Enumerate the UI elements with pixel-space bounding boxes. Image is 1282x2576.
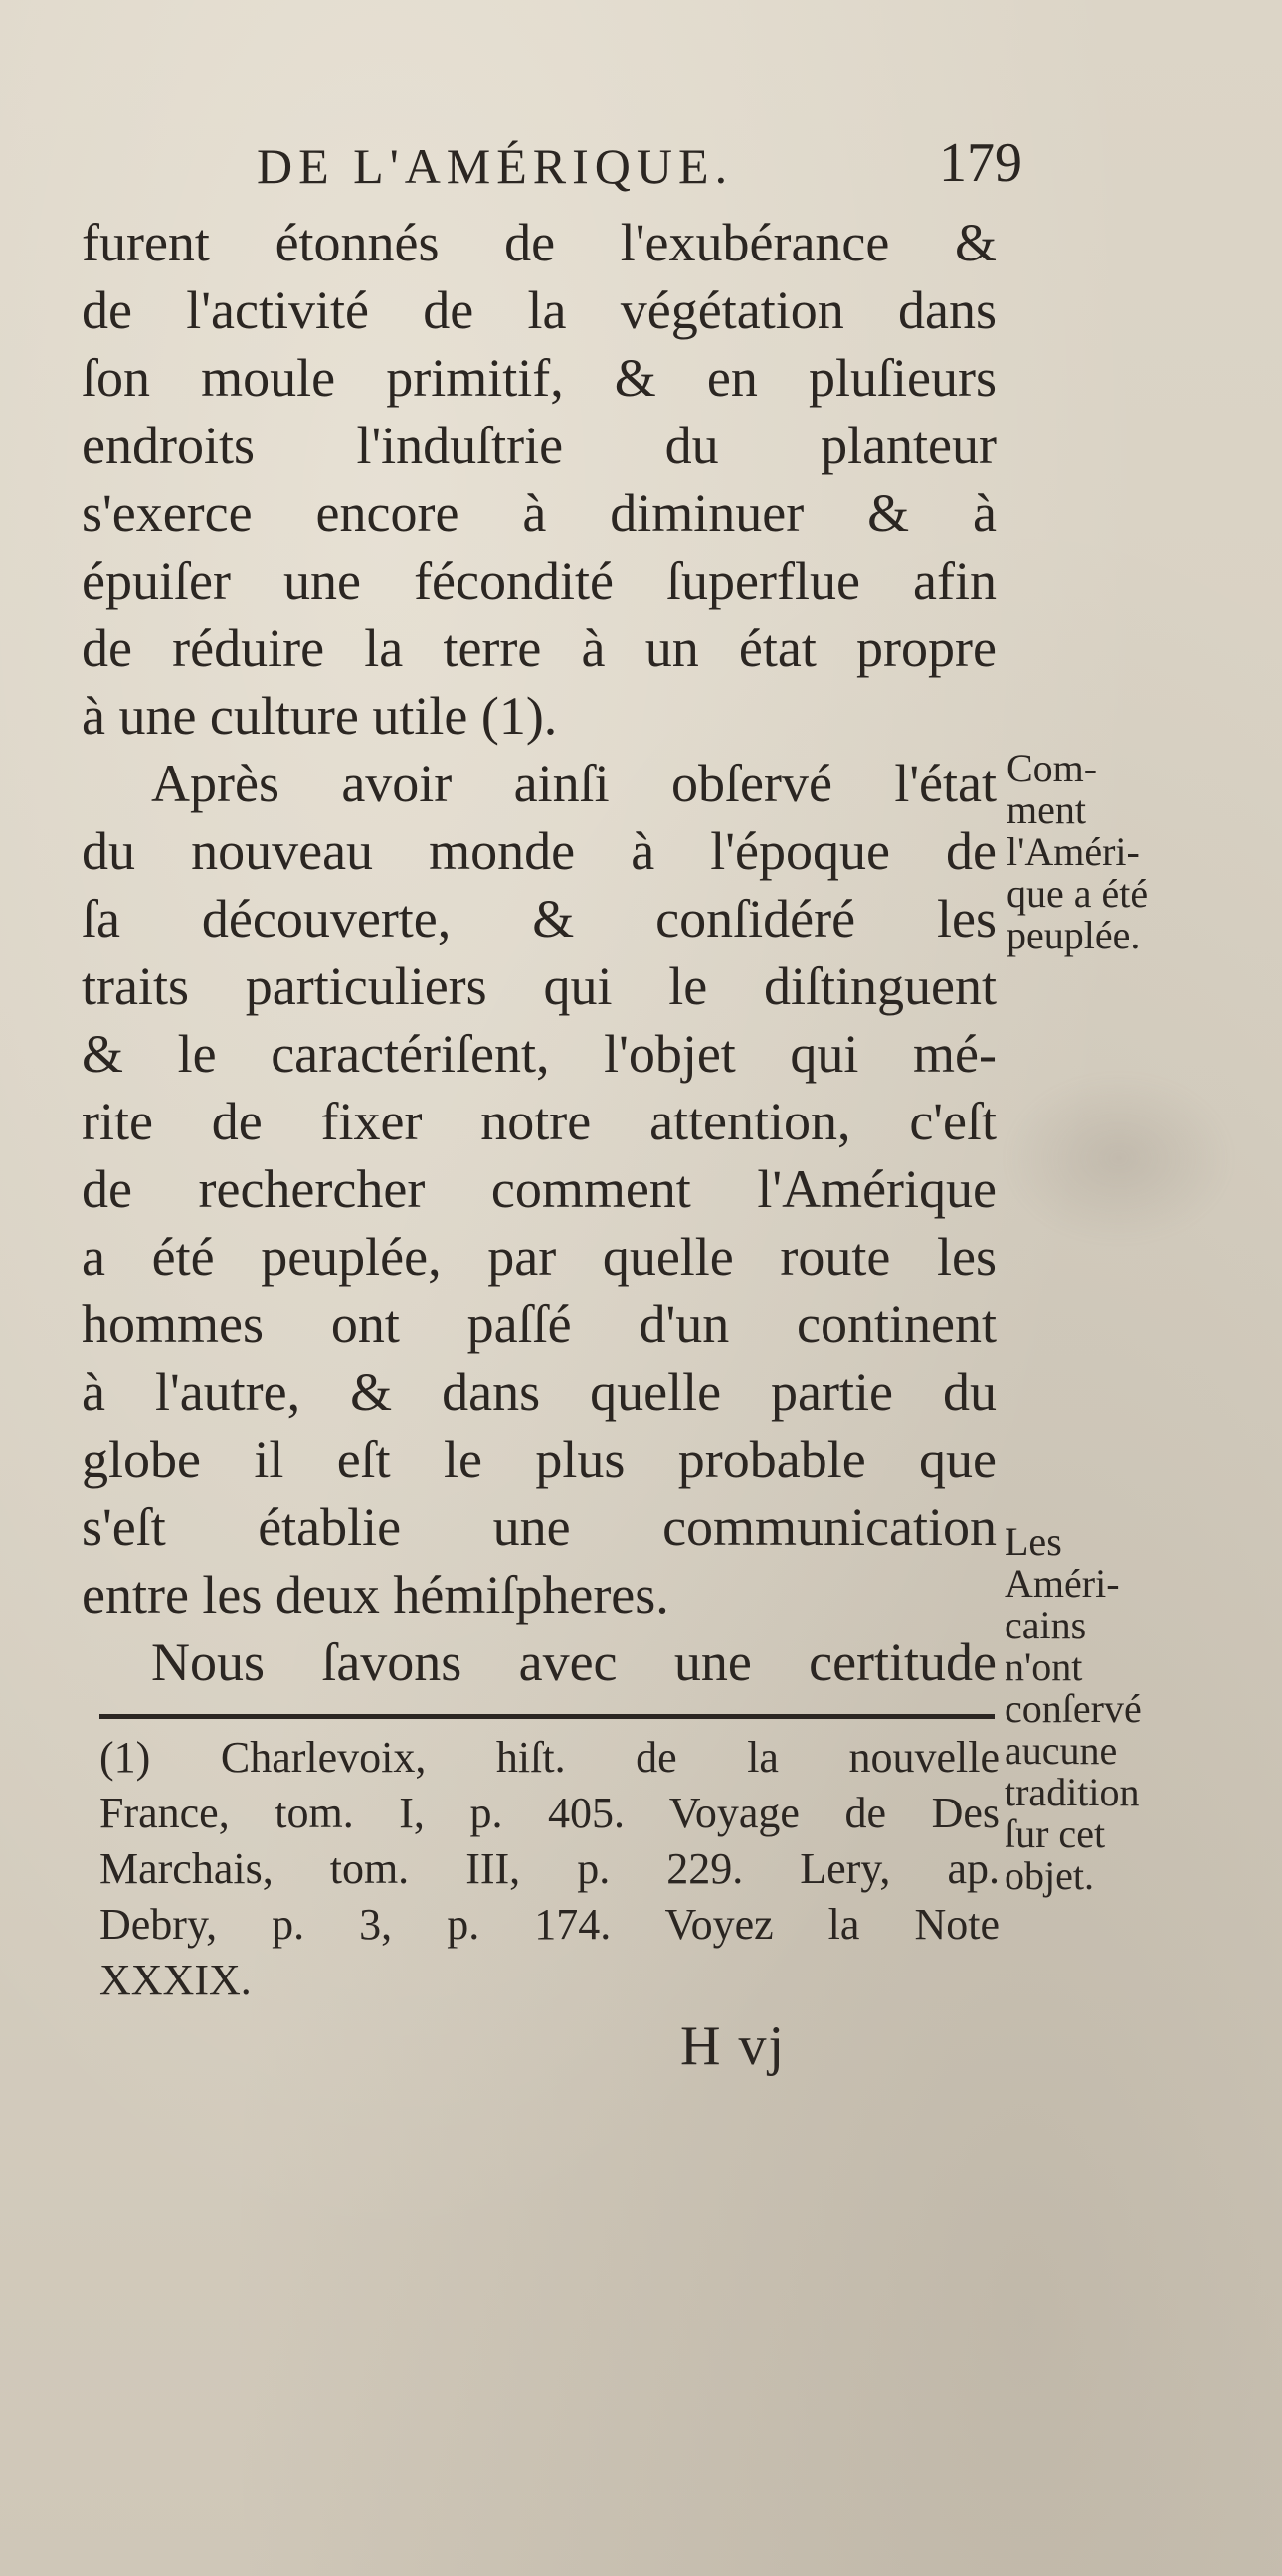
margin-note-line: conſervé [1005,1686,1142,1731]
text-line: ſa découverte, & conſidéré les [82,889,997,948]
text-line: Après avoir ainſi obſervé l'état [151,754,997,813]
margin-note-line: peuplée. [1007,913,1141,957]
footnote-line: (1) Charlevoix, hiſt. de la nouvelle [99,1733,1000,1782]
margin-note-line: Améri- [1005,1561,1120,1606]
text-line: rite de fixer notre attention, c'eſt [82,1092,997,1151]
text-line: à une culture utile (1). [82,686,558,746]
footnote [99,1730,1000,2008]
text-line: hommes ont paſſé d'un continent [82,1294,997,1354]
text-line: de l'activité de la végétation dans [82,280,997,340]
margin-note-line: que a été [1007,871,1149,916]
text-line: furent étonnés de l'exubérance & [82,213,997,272]
text-line: Nous ſavons avec une certitude [151,1632,997,1692]
margin-note-line: objet. [1005,1853,1094,1898]
text-line: globe il eſt le plus probable que [82,1430,997,1489]
margin-note-line: l'Améri- [1007,829,1140,874]
margin-note-line: n'ont [1005,1644,1083,1689]
margin-note-line: ſur cet [1005,1811,1106,1856]
text-line: de réduire la terre à un état propre [82,618,997,678]
footnote-line: XXXIX. [99,1956,252,2004]
margin-note-line: tradition [1005,1770,1140,1814]
text-line: du nouveau monde à l'époque de [82,821,997,881]
footnote-rule [99,1714,995,1719]
text-line: s'exerce encore à diminuer & à [82,483,997,543]
margin-note-line: ment [1007,787,1086,832]
text-line: de rechercher comment l'Amérique [82,1159,997,1219]
page-header [257,132,1022,197]
text-line: à l'autre, & dans quelle partie du [82,1362,997,1422]
margin-note-peopling [1007,748,1148,956]
text-line: & le caractériſent, l'objet qui mé- [82,1024,997,1084]
text-line: endroits l'induſtrie du planteur [82,416,997,475]
text-line: entre les deux hémiſpheres. [82,1565,669,1625]
margin-note-line: cains [1005,1603,1087,1647]
show-through-stain [1005,1074,1233,1243]
footnote-line: Marchais, tom. III, p. 229. Lery, ap. [99,1844,1000,1893]
text-line: traits particuliers qui le diſtinguent [82,956,997,1016]
main-text [82,209,997,1696]
text-line: s'eſt établie une communication [82,1497,997,1557]
footnote-line: Debry, p. 3, p. 174. Voyez la Note [99,1900,1000,1949]
text-line: ſon moule primitif, & en pluſieurs [82,348,997,408]
margin-note-tradition [1005,1521,1142,1897]
margin-note-line: Les [1005,1519,1062,1564]
text-line: épuiſer une fécondité ſuperflue afin [82,551,997,610]
text-line: a été peuplée, par quelle route les [82,1227,997,1287]
footnote-line: France, tom. I, p. 405. Voyage de Des [99,1789,1000,1837]
margin-note-line: aucune [1005,1728,1118,1773]
page-number: 179 [939,132,1022,194]
margin-note-line: Com- [1007,746,1098,790]
signature-mark: H vj [680,2015,786,2077]
running-title: DE L'AMÉRIQUE. [257,138,734,194]
